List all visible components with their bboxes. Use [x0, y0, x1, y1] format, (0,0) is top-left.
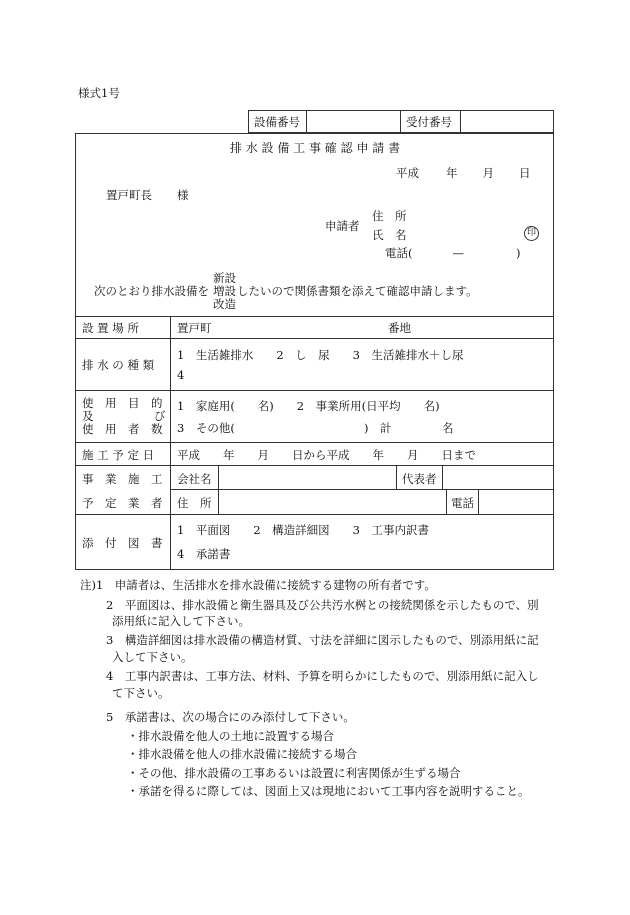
attachments-list-1: 1 平面図 2 構造詳細図 3 工事内訳書	[177, 523, 429, 537]
purpose-label-and-left: 及	[82, 409, 94, 423]
addressee-honorific: 様	[177, 188, 189, 202]
note-2: 2 平面図は、排水設備と衛生器具及び公共汚水桝との接続関係を示したもので、別	[106, 598, 539, 612]
contractor-phone-field[interactable]	[479, 490, 553, 513]
request-option-add[interactable]: 増設	[213, 284, 236, 298]
note-5: 5 承諾書は、次の場合にのみ添付して下さい。	[106, 710, 355, 724]
date-month: 月	[482, 166, 494, 180]
date-line	[396, 165, 531, 181]
schedule-label: 施 工 予 定 日	[82, 448, 155, 462]
column-divider	[446, 489, 447, 514]
location-banchi: 番地	[388, 321, 411, 335]
request-option-new[interactable]: 新設	[213, 271, 236, 285]
phone-close: )	[516, 246, 521, 260]
purpose-other[interactable]: 3 その他(	[177, 421, 235, 435]
purpose-total-unit: 名	[442, 421, 454, 435]
column-divider	[170, 316, 171, 570]
note-1: 注)1 申請者は、生活排水を排水設備に接続する建物の所有者です。	[80, 578, 436, 592]
seal-icon: 印	[524, 226, 539, 241]
drain-type-option-4[interactable]: 4	[177, 368, 185, 382]
attachments-label: 添 付 図 書	[82, 536, 163, 550]
row-divider	[75, 390, 554, 391]
note-5-bullet-2: ・排水設備を他人の排水設備に接続する場合	[127, 747, 357, 761]
purpose-options[interactable]: 1 家庭用( 名) 2 事業所用(日平均 名)	[177, 399, 440, 413]
date-era: 平成	[396, 166, 419, 180]
contractor-label-1: 事 業 施 工	[82, 472, 163, 486]
applicant-label: 申請者	[325, 219, 360, 233]
attachments-list-2: 4 承諾書	[177, 547, 231, 561]
note-4: 4 工事内訳書は、工事方法、材料、予算を明らかにしたもので、別添用紙に記入し	[106, 669, 539, 683]
phone-dash: —	[452, 246, 464, 260]
note-5-bullet-1: ・排水設備を他人の土地に設置する場合	[127, 729, 334, 743]
contractor-label-2: 予 定 業 者	[82, 496, 163, 510]
company-name-label: 会社名	[177, 472, 212, 486]
contractor-address-field[interactable]	[219, 490, 445, 513]
date-year: 年	[446, 166, 458, 180]
note-5-bullet-4: ・承諾を得るに際しては、図面上又は現地において工事内容を説明すること。	[127, 784, 530, 798]
row-divider	[75, 442, 554, 443]
equipment-number-label: 設備番号	[254, 115, 300, 129]
form-number: 様式1号	[78, 86, 120, 100]
reception-number-field[interactable]	[461, 111, 553, 132]
purpose-total: ) 計	[364, 421, 392, 435]
representative-label: 代表者	[402, 472, 437, 486]
drain-type-options[interactable]: 1 生活雑排水 2 し 尿 3 生活雑排水＋し尿	[177, 348, 464, 362]
form-title: 排 水 設 備 工 事 確 認 申 請 書	[229, 141, 401, 155]
equipment-number-field[interactable]	[307, 111, 399, 132]
contractor-address-label: 住 所	[177, 496, 212, 510]
note-3-cont: 入して下さい。	[112, 650, 193, 664]
note-3: 3 構造詳細図は排水設備の構造材質、寸法を詳細に図示したもので、別添用紙に記	[106, 633, 539, 647]
row-divider	[75, 514, 554, 515]
divider	[400, 110, 401, 133]
row-divider	[75, 316, 554, 317]
request-suffix: したいので関係書類を添えて確認申請します。	[237, 284, 478, 298]
purpose-label: 使 用 目 的	[82, 396, 163, 410]
company-name-field[interactable]	[219, 466, 395, 488]
applicant-name-label: 氏 名	[372, 228, 407, 242]
location-town: 置戸町	[177, 321, 212, 335]
request-option-remodel[interactable]: 改造	[213, 297, 236, 311]
request-prefix: 次のとおり排水設備を	[94, 284, 209, 298]
note-5-bullet-3: ・その他、排水設備の工事あるいは設置に利害関係が生ずる場合	[127, 766, 461, 780]
applicant-phone	[385, 245, 521, 261]
representative-field[interactable]	[443, 466, 553, 488]
reception-number-label: 受付番号	[406, 115, 452, 129]
note-4-cont: て下さい。	[112, 686, 170, 700]
phone-label: 電話(	[385, 246, 413, 260]
addressee-name: 置戸町長	[106, 188, 152, 202]
purpose-label-and-right: び	[154, 409, 166, 423]
note-2-cont: 添用紙に記入して下さい。	[112, 614, 250, 628]
date-day: 日	[519, 166, 531, 180]
contractor-phone-label: 電話	[451, 496, 474, 510]
column-divider	[396, 465, 397, 489]
drain-type-label: 排 水 の 種 類	[82, 358, 155, 372]
schedule-dates[interactable]: 平成 年 月 日から平成 年 月 日まで	[177, 448, 476, 462]
row-divider	[75, 338, 554, 339]
user-count-label: 使 用 者 数	[82, 422, 163, 436]
applicant-address-label: 住 所	[372, 209, 407, 223]
location-label: 設 置 場 所	[82, 321, 139, 335]
